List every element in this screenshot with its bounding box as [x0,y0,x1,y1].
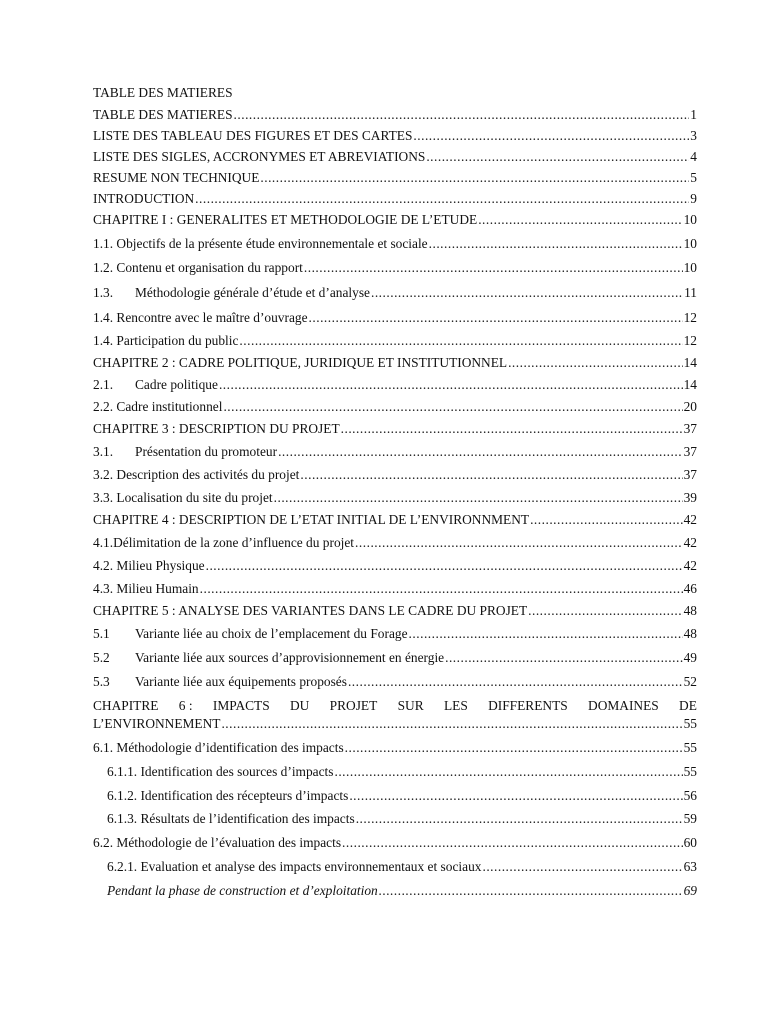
toc-entry-label: CHAPITRE 4 : DESCRIPTION DE L’ETAT INITIAL DE L’ENVIRONNMENT [93,512,530,527]
dot-leader [478,211,682,229]
toc-entry-page-number: 37 [683,443,697,459]
toc-entry-page-number: 37 [683,421,697,436]
toc-entry[interactable] [93,209,697,231]
toc-entry-label: 1.2. Contenu et organisation du rapport [93,260,303,275]
toc-entry[interactable] [93,440,697,463]
dot-leader [429,235,683,253]
toc-entry-label: Variante liée aux équipements proposés [135,674,347,689]
toc-entry[interactable] [93,231,697,256]
toc-entry-label: INTRODUCTION [93,190,195,206]
chapter-6-word: DE [679,698,697,713]
chapter-6-word: IMPACTS [212,698,270,713]
toc-entry-number: 5.1 [93,626,110,641]
dot-leader [219,376,683,394]
toc-entry-label: 1.4. Rencontre avec le maître d’ouvrage [93,310,308,325]
toc-entry-page-number: 60 [683,835,697,850]
toc-entry[interactable] [93,418,697,440]
dot-leader [349,787,682,805]
chapter-6-word: DOMAINES [588,698,659,713]
document-title: TABLE DES MATIERES [93,85,233,100]
toc-entry-label: 6.2. Méthodologie de l’évaluation des impacts [93,835,342,850]
toc-entry-page-number: 48 [683,626,697,641]
dot-leader [223,398,682,416]
toc-entry-label: LISTE DES SIGLES, ACCRONYMES ET ABREVIATIONS [93,148,426,164]
chapter-6-title-line-1 [93,697,697,715]
toc-entry-page-number: 37 [683,466,697,482]
toc-entry-page-number: 10 [683,260,697,275]
toc-entry-page-number: 55 [683,740,697,755]
toc-entry-label: 1.1. Objectifs de la présente étude environnementale et sociale [93,235,428,251]
toc-entry-page-number: 9 [690,190,697,206]
toc-entry-page-number: 14 [683,377,697,392]
chapter-6-title-line-2 [93,715,697,733]
toc-entry-label: LISTE DES TABLEAU DES FIGURES ET DES CARTES [93,127,413,143]
toc-entry-page-number: 12 [683,310,697,325]
dot-leader [345,739,683,757]
toc-entry-page-number: 3 [690,127,697,143]
dot-leader [342,834,683,852]
toc-entry-label: Pendant la phase de construction et d’exploitation [107,883,378,898]
toc-entry-label: 6.1.3. Résultats de l’identification des impacts [107,811,355,826]
toc-entry-page-number: 42 [683,557,697,573]
toc-entry-label: Variante liée aux sources d’approvisionnement en énergie [135,650,445,665]
toc-entry[interactable] [93,509,697,531]
toc-entry[interactable] [93,736,697,760]
toc-entry-page-number: 48 [683,603,697,618]
dot-leader [239,332,682,350]
dot-leader [206,557,683,575]
toc-entry-label: 1.4. Participation du public [93,333,239,348]
toc-entry-page-number: 55 [683,764,697,779]
toc-entry[interactable] [93,374,697,396]
toc-entry[interactable] [93,554,697,577]
toc-entry[interactable] [93,855,697,879]
dot-leader [304,259,683,277]
toc-entry-page-number: 52 [683,674,697,689]
toc-entry[interactable] [93,622,697,646]
toc-entry-number: 3.1. [93,443,114,459]
dot-leader [309,309,683,327]
toc-entry-label: CHAPITRE 5 : ANALYSE DES VARIANTES DANS LE CADRE DU PROJET [93,603,528,618]
toc-entry-chapter-6[interactable] [93,694,697,736]
toc-entry[interactable] [93,531,697,554]
toc-entry-label: 6.1.2. Identification des récepteurs d’impacts [107,787,349,803]
toc-entry-page-number: 46 [683,580,697,596]
toc-entry-page-number: 10 [683,212,697,227]
chapter-6-word: 6 : [178,698,193,713]
toc-entry[interactable] [93,463,697,486]
toc-entry-page-number: 55 [683,716,697,731]
dot-leader [413,127,689,145]
toc-entry[interactable] [93,760,697,784]
toc-entry-page-number: 14 [683,355,697,370]
table-of-contents-page [93,82,697,903]
toc-entry-label: TABLE DES MATIERES [93,106,233,122]
dot-leader [274,489,683,507]
dot-leader [371,284,683,302]
toc-entry-label: 4.3. Milieu Humain [93,580,199,596]
chapter-6-word: DIFFERENTS [488,698,568,713]
toc-entry[interactable] [93,670,697,694]
dot-leader [195,190,689,208]
dot-leader [379,882,683,900]
toc-entry-label: CHAPITRE 3 : DESCRIPTION DU PROJET [93,421,340,436]
toc-entry[interactable] [93,879,697,903]
dot-leader [334,763,682,781]
chapter-6-word: DU [290,698,310,713]
toc-entry[interactable] [93,600,697,622]
toc-entry-page-number: 10 [683,235,697,251]
chapter-6-word: PROJET [329,698,378,713]
toc-entry[interactable] [93,784,697,807]
dot-leader [341,420,683,438]
toc-entry[interactable] [93,125,697,146]
dot-leader [260,169,689,187]
toc-entry-label: Cadre politique [135,377,218,392]
dot-leader [300,466,682,484]
toc-entry[interactable] [93,188,697,209]
toc-entry-label: 6.2.1. Evaluation et analyse des impacts environnementaux et sociaux [107,859,482,874]
dot-leader [356,810,683,828]
toc-entry-page-number: 12 [683,333,697,348]
toc-entry[interactable] [93,577,697,600]
toc-entry-label: 4.2. Milieu Physique [93,557,205,573]
toc-entry-page-number: 20 [683,399,697,414]
toc-entry[interactable] [93,486,697,509]
dot-leader [530,511,683,529]
toc-entry[interactable] [93,167,697,188]
toc-entry-number: 5.3 [93,674,110,689]
toc-entry-page-number: 49 [683,650,697,665]
dot-leader [482,858,682,876]
toc-entry-page-number: 39 [683,489,697,505]
dot-leader [508,354,683,372]
toc-entry-label: Présentation du promoteur [135,443,278,459]
toc-entry[interactable] [93,280,697,306]
toc-entry[interactable] [93,831,697,855]
toc-entry[interactable] [93,330,697,352]
toc-entry[interactable] [93,396,697,418]
dot-leader [234,106,690,124]
dot-leader [445,649,683,667]
toc-entry-label: Méthodologie générale d’étude et d’analyse [135,285,370,300]
toc-entry-page-number: 42 [683,534,697,550]
toc-entry-label: L’ENVIRONNEMENT [93,716,221,731]
toc-entry-number: 2.1. [93,377,114,392]
toc-entry-label: RESUME NON TECHNIQUE [93,169,260,185]
toc-entry[interactable] [93,306,697,330]
toc-entry-page-number: 59 [683,811,697,826]
toc-entry[interactable] [93,352,697,374]
dot-leader [200,580,683,598]
dot-leader [426,148,689,166]
toc-list [93,104,697,903]
toc-entry-label: 4.1.Délimitation de la zone d’influence du projet [93,534,355,550]
toc-entry-page-number: 69 [683,883,697,898]
toc-entry[interactable] [93,146,697,167]
toc-entry-number: 5.2 [93,650,110,665]
toc-entry-page-number: 63 [683,859,697,874]
toc-entry-page-number: 42 [683,512,697,527]
toc-entry[interactable] [93,104,697,125]
dot-leader [409,625,683,643]
toc-entry-page-number: 1 [690,106,697,122]
toc-entry-number: 1.3. [93,285,114,300]
toc-entry-label: 6.1. Méthodologie d’identification des impacts [93,740,344,755]
toc-entry-label: 3.3. Localisation du site du projet [93,489,273,505]
dot-leader [278,443,683,461]
dot-leader [355,534,683,552]
toc-entry-page-number: 11 [684,285,697,300]
toc-entry-page-number: 4 [690,148,697,164]
chapter-6-word: SUR [397,698,424,713]
toc-entry-page-number: 5 [690,169,697,185]
toc-entry[interactable] [93,807,697,831]
toc-entry-label: Variante liée au choix de l’emplacement du Forage [135,626,408,641]
toc-entry-label: 3.2. Description des activités du projet [93,466,300,482]
dot-leader [528,602,682,620]
toc-entry-label: 6.1.1. Identification des sources d’impacts [107,764,334,779]
toc-entry[interactable] [93,256,697,280]
toc-entry-label: CHAPITRE 2 : CADRE POLITIQUE, JURIDIQUE ET INSTITUTIONNEL [93,355,508,370]
toc-entry[interactable] [93,646,697,670]
dot-leader [348,673,683,691]
chapter-6-word: LES [443,698,468,713]
chapter-6-word: CHAPITRE [93,698,159,713]
toc-entry-label: CHAPITRE I : GENERALITES ET METHODOLOGIE DE L’ETUDE [93,212,478,227]
dot-leader [221,715,682,733]
toc-entry-label: 2.2. Cadre institutionnel [93,399,223,414]
toc-entry-page-number: 56 [683,787,697,803]
